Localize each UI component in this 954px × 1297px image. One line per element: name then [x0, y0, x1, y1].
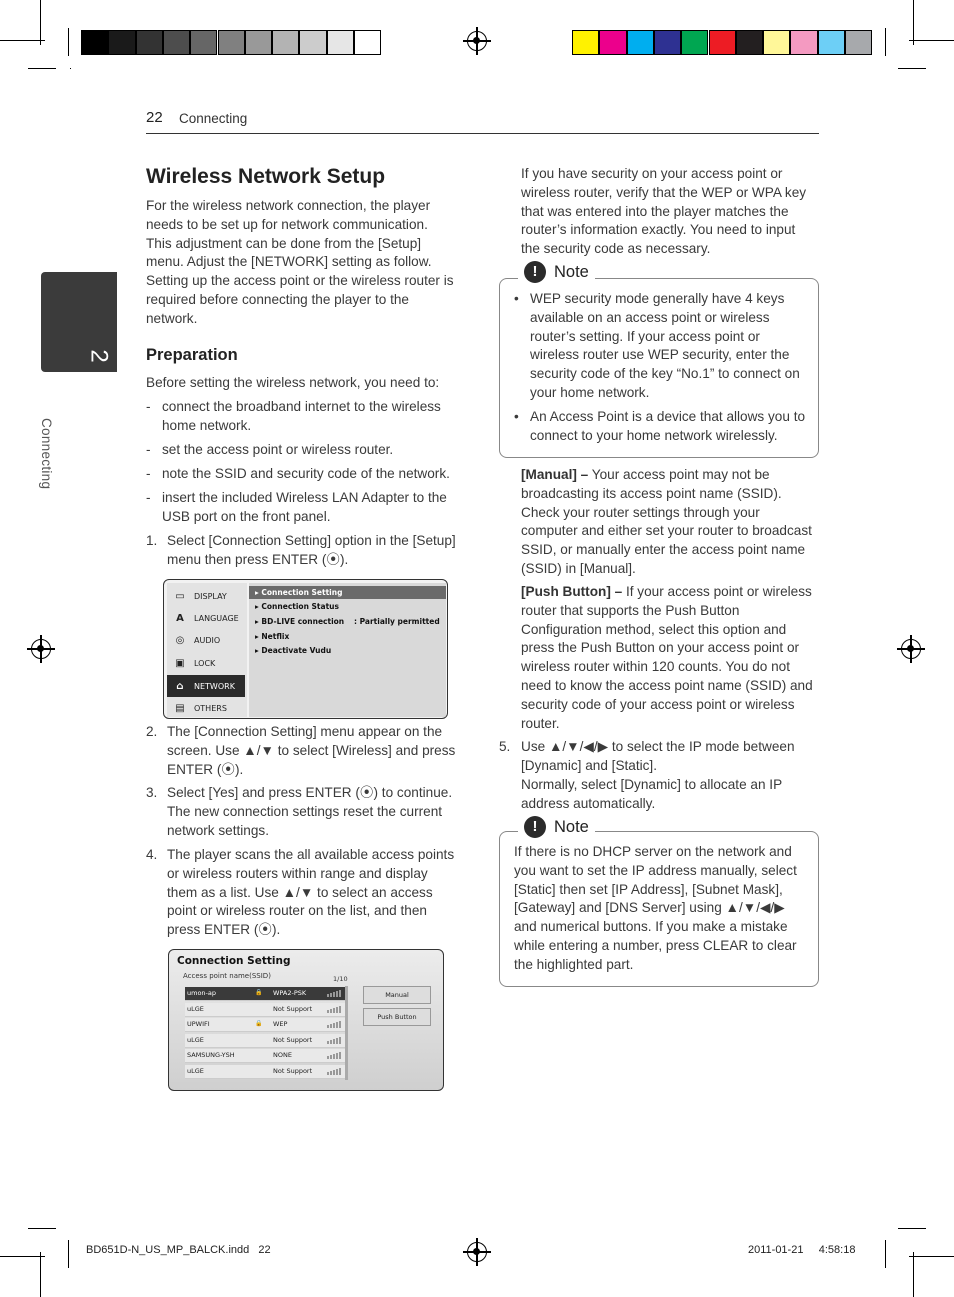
access-point-row[interactable]	[185, 1018, 345, 1032]
list-scrollbar[interactable]	[345, 986, 348, 1080]
option-bdlive[interactable]: ▸ BD-LIVE connection	[255, 617, 345, 626]
footer-timestamp: 2011-01-21 4:58:18	[748, 1244, 856, 1256]
color-swatch	[681, 30, 708, 55]
preparation-intro: Before setting the wireless network, you need to:	[146, 375, 440, 390]
gray-swatch	[163, 30, 190, 55]
color-swatch	[736, 30, 763, 55]
registration-mark-right-icon	[901, 639, 921, 659]
lock-icon: 🔒	[255, 1020, 263, 1028]
note-header-1	[518, 261, 595, 283]
footer-filename: BD651D-N_US_MP_BALCK.indd 22	[86, 1244, 271, 1256]
color-swatch	[845, 30, 872, 55]
push-button-button[interactable]: Push Button	[363, 1008, 431, 1026]
gray-swatch	[108, 30, 135, 55]
signal-strength-icon	[327, 990, 341, 997]
color-swatch	[818, 30, 845, 55]
note-2-text: If there is no DHCP server on the network and you want to set the IP address manually, select [Static] then set [IP Address], [Subnet Mask], [Gateway] and [DNS Server] using ▲/▼/◀/▶ and numerical buttons. If you make a mistake while entering a number, press CLEAR to clear the highlighted part.	[514, 844, 797, 972]
conn-title: Connection Setting	[177, 955, 291, 967]
setup-sidebar	[167, 583, 247, 717]
section-title: Wireless Network Setup	[146, 165, 386, 188]
setup-menu-language[interactable]: A LANGUAGE	[167, 607, 245, 629]
conn-page-indicator: 1/10	[333, 975, 348, 983]
ssid-label: uLGE	[187, 1004, 204, 1013]
security-type: NONE	[273, 1051, 292, 1060]
running-header: Connecting	[179, 111, 248, 126]
option-connection-status[interactable]: ▸ Connection Status	[255, 602, 339, 611]
color-swatch	[709, 30, 736, 55]
color-swatch	[627, 30, 654, 55]
color-swatch	[572, 30, 599, 55]
security-type: WPA2-PSK	[273, 989, 307, 997]
access-point-row[interactable]	[185, 1003, 345, 1017]
setup-menu-network[interactable]: ⌂ NETWORK	[167, 675, 245, 697]
push-button-description: [Push Button] – If your access point or wireless router that supports the Push Button Configuration method, select this option and press the Push Button on your access point or wireless router within 120 counts. You do not need to know the access point name (SSID) and security code of your access point or wireless router.	[521, 584, 813, 731]
signal-strength-icon	[327, 1052, 341, 1059]
access-point-row[interactable]	[185, 1034, 345, 1048]
ssid-label: uLGE	[187, 1067, 204, 1075]
manual-button[interactable]: Manual	[363, 986, 431, 1004]
gray-swatch	[245, 30, 272, 55]
gray-swatch	[354, 30, 381, 55]
signal-strength-icon	[327, 1068, 341, 1075]
color-swatch	[654, 30, 681, 55]
others-icon: ▤	[175, 702, 185, 714]
access-point-row[interactable]	[185, 1049, 345, 1063]
registration-mark-bottom-icon	[467, 1242, 487, 1262]
ssid-label: umon-ap	[187, 989, 217, 997]
color-swatch	[599, 30, 626, 55]
gray-swatch	[190, 30, 217, 55]
option-connection-setting[interactable]: ▸ Connection Setting	[255, 588, 343, 597]
option-vudu[interactable]: ▸ Deactivate Vudu	[255, 646, 332, 655]
ssid-label: SAMSUNG-YSH	[187, 1051, 235, 1060]
security-type: Not Support	[273, 1004, 313, 1013]
display-icon: ▭	[175, 590, 185, 602]
setup-options-panel	[249, 583, 446, 717]
chapter-tab	[41, 272, 117, 372]
header-rule	[146, 133, 819, 134]
access-point-row[interactable]	[185, 987, 345, 1001]
signal-strength-icon	[327, 1021, 341, 1028]
exclamation-icon: !	[524, 816, 546, 838]
security-type: Not Support	[273, 1067, 313, 1075]
gray-swatch	[327, 30, 354, 55]
signal-strength-icon	[327, 1006, 341, 1013]
page-number: 22	[146, 109, 163, 126]
signal-strength-icon	[327, 1037, 341, 1044]
setup-menu-screenshot	[163, 579, 448, 719]
gray-swatch	[218, 30, 245, 55]
note-header-2	[518, 816, 595, 838]
color-swatch	[790, 30, 817, 55]
chapter-label: Connecting	[39, 418, 54, 490]
color-swatch	[763, 30, 790, 55]
security-paragraph: If you have security on your access point or wireless router, verify that the WEP or WPA key that was entered into the player matches the router’s information exactly. You need to input the security code as necessary.	[521, 166, 807, 257]
setup-menu-others[interactable]: ▤ OTHERS	[167, 697, 245, 719]
registration-mark-top-icon	[467, 31, 487, 51]
conn-subtitle: Access point name(SSID)	[183, 972, 271, 980]
ssid-label: UPWIFI	[187, 1020, 210, 1029]
chapter-number: 2	[85, 349, 113, 363]
audio-icon: ◎	[175, 634, 185, 646]
gray-swatch	[299, 30, 326, 55]
manual-description: [Manual] – Your access point may not be broadcasting its access point name (SSID). Check your router settings through your computer and either set your router to broadcast SSID, or manually enter the access point name (SSID) in [Manual].	[521, 467, 812, 576]
ssid-label: uLGE	[187, 1035, 204, 1044]
security-type: Not Support	[273, 1035, 313, 1044]
gray-swatch	[272, 30, 299, 55]
gray-swatch	[136, 30, 163, 55]
intro-paragraph: For the wireless network connection, the player needs to be set up for network communication. This adjustment can be done from the [Setup] menu. Adjust the [NETWORK] setting as follow. Setting up the access point or the wireless router is required before connecting the player to the network.	[146, 198, 454, 326]
connection-setting-screenshot	[168, 949, 444, 1091]
option-bdlive-value: : Partially permitted	[354, 617, 440, 626]
setup-menu-lock[interactable]: ▣ LOCK	[167, 652, 245, 674]
note-label: Note	[554, 817, 589, 836]
access-point-row[interactable]	[185, 1065, 345, 1079]
setup-menu-audio[interactable]: ◎ AUDIO	[167, 629, 245, 651]
setup-menu-display[interactable]: ▭ DISPLAY	[167, 585, 245, 607]
language-icon: A	[176, 612, 184, 624]
preparation-heading: Preparation	[146, 346, 238, 364]
lock-icon: ▣	[175, 657, 185, 669]
exclamation-icon: !	[524, 261, 546, 283]
gray-swatch	[81, 30, 108, 55]
option-netflix[interactable]: ▸ Netflix	[255, 632, 290, 641]
registration-mark-left-icon	[31, 639, 51, 659]
note-label: Note	[554, 262, 589, 281]
lock-icon: 🔒	[255, 989, 263, 996]
network-icon: ⌂	[176, 680, 184, 692]
security-type: WEP	[273, 1020, 288, 1029]
